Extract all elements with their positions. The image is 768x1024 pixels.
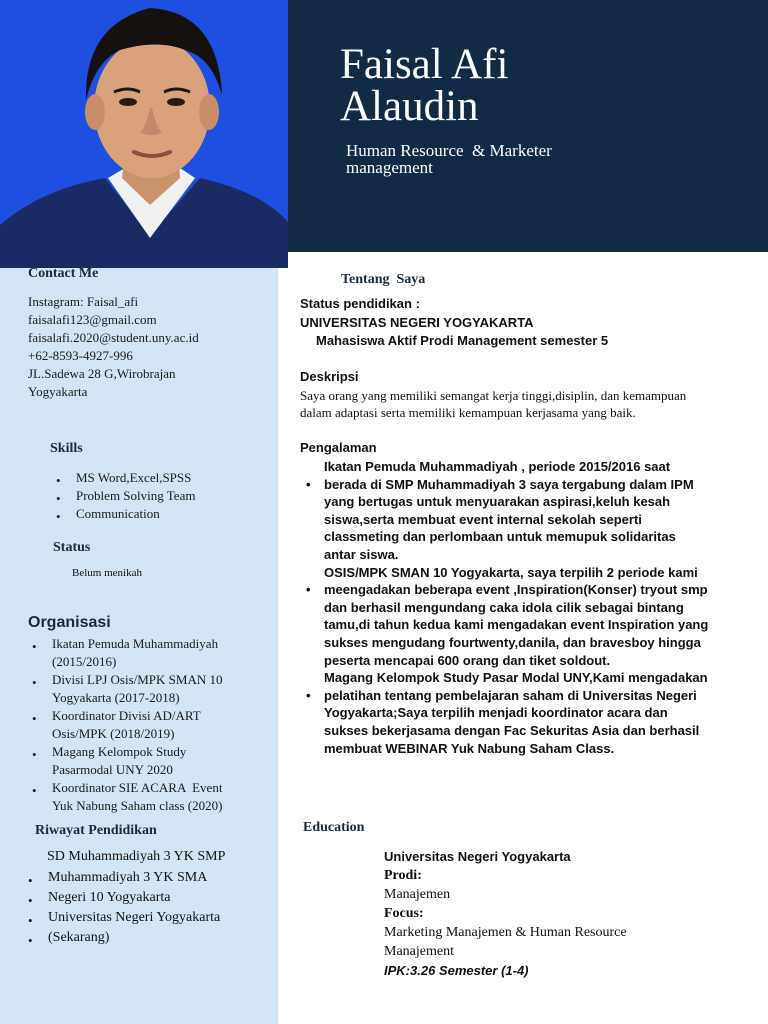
contact-heading: Contact Me — [28, 266, 99, 281]
list-item — [300, 458, 760, 564]
org-period: (2015/2016) — [52, 654, 117, 669]
org-title: • Koordinator SIE ACARA Event — [52, 780, 223, 795]
organisasi-heading: Organisasi — [28, 614, 111, 631]
deskripsi-label: Deskripsi — [300, 369, 359, 384]
deskripsi-line: dalam adaptasi serta memiliki kemampuan kerjasama yang baik. — [300, 405, 636, 420]
list-item: • Communication — [56, 505, 195, 523]
edu-focus-line-2: Manajement — [384, 944, 454, 959]
contact-instagram: Instagram: Faisal_afi — [28, 294, 139, 309]
contact-address: JL.Sadewa 28 G,Wirobrajan — [28, 366, 176, 381]
bullet-icon: • — [306, 582, 311, 598]
org-title: • Koordinator Divisi AD/ART — [52, 708, 201, 723]
list-item — [300, 669, 760, 757]
status-pendidikan-label: Status pendidikan : — [300, 296, 420, 311]
list-item: • (Sekarang) — [28, 928, 220, 948]
edu-ipk: IPK:3.26 Semester (1-4) — [384, 963, 529, 978]
list-item: • Problem Solving Team — [56, 487, 195, 505]
org-period: Osis/MPK (2018/2019) — [52, 726, 175, 741]
list-item — [32, 743, 272, 779]
list-item: • Universitas Negeri Yogyakarta — [28, 908, 220, 928]
status-heading: Status — [53, 540, 91, 555]
list-item: • Negeri 10 Yogyakarta — [28, 888, 220, 908]
bullet-icon: • — [306, 687, 311, 703]
contact-email: faisalafi123@gmail.com — [28, 312, 157, 327]
list-item — [32, 671, 272, 707]
org-title: • Magang Kelompok Study — [52, 744, 187, 759]
exp-line: tamu,di tahun kedua kami mengadakan event Inspiration yang — [324, 617, 709, 633]
exp-line: classmeting dan perlombaan untuk memupuk solidaritas — [324, 529, 676, 545]
contact-city: Yogyakarta — [28, 384, 88, 399]
list-item: • Muhammadiyah 3 YK SMA — [28, 868, 220, 888]
exp-line: OSIS/MPK SMAN 10 Yogyakarta, saya terpilih 2 periode kami — [324, 564, 698, 580]
name-line-2: Alaudin — [340, 83, 479, 130]
contact-student-email: faisalafi.2020@student.uny.ac.id — [28, 330, 199, 345]
person-portrait-icon — [0, 0, 288, 268]
org-period: Yuk Nabung Saham class (2020) — [52, 798, 223, 813]
job-role — [346, 142, 646, 176]
deskripsi-text — [300, 387, 760, 421]
pengalaman-list — [300, 458, 760, 757]
org-title: • Ikatan Pemuda Muhammadiyah — [52, 636, 219, 651]
exp-line: berada di SMP Muhammadiyah 3 saya tergabung dalam IPM — [324, 476, 694, 492]
edu-focus-line-1: Marketing Manajemen & Human Resource — [384, 925, 627, 940]
exp-line: antar siswa. — [324, 546, 399, 562]
pengalaman-label: Pengalaman — [300, 440, 377, 455]
exp-line: dan berhasil mengundang caka idola cilik sebagai bintang — [324, 599, 684, 615]
edu-prodi-label: Prodi: — [384, 868, 422, 883]
deskripsi-line: Saya orang yang memiliki semangat kerja tinggi,disiplin, dan kemampuan — [300, 388, 687, 403]
skills-heading: Skills — [50, 441, 83, 456]
name-line-1: Faisal Afi — [340, 41, 509, 88]
profile-photo — [0, 0, 288, 268]
student-status: Mahasiswa Aktif Prodi Management semester 5 — [316, 333, 609, 348]
list-item: • MS Word,Excel,SPSS — [56, 469, 195, 487]
edu-prodi-value: Manajemen — [384, 887, 451, 902]
exp-line: membuat WEBINAR Yuk Nabung Saham Class. — [324, 740, 615, 756]
skills-list — [56, 469, 195, 523]
exp-line: sukses bekerjasama dengan Fac Sekuritas Asia dan berhasil — [324, 722, 700, 738]
exp-line: Yogyakarta;Saya terpilih menjadi koordinator acara dan — [324, 705, 668, 721]
exp-line: peserta mencapai 600 orang dan tiket soldout. — [324, 652, 611, 668]
riwayat-heading: Riwayat Pendidikan — [35, 823, 157, 838]
edu-university: Universitas Negeri Yogyakarta — [384, 849, 571, 864]
org-period: Yogyakarta (2017-2018) — [52, 690, 180, 705]
person-name — [340, 41, 740, 130]
list-item — [300, 564, 760, 670]
list-item — [32, 635, 272, 671]
list-item — [32, 779, 272, 815]
exp-line: yang bertugas untuk menyuarakan aspirasi,keluh kesah — [324, 494, 671, 510]
bullet-icon: • — [306, 476, 311, 492]
exp-line: Ikatan Pemuda Muhammadiyah , periode 2015/2016 saat — [324, 459, 671, 474]
role-line-1: Human Resource & Marketer — [346, 141, 552, 160]
list-item — [32, 707, 272, 743]
exp-line: Magang Kelompok Study Pasar Modal UNY,Kami mengadakan — [324, 670, 708, 686]
education-block — [384, 847, 754, 980]
contact-list — [28, 293, 273, 401]
org-title: • Divisi LPJ Osis/MPK SMAN 10 — [52, 672, 223, 687]
org-period: Pasarmodal UNY 2020 — [52, 762, 173, 777]
riwayat-list — [28, 868, 220, 948]
education-heading: Education — [303, 820, 365, 835]
contact-phone: +62-8593-4927-996 — [28, 348, 133, 363]
status-value: Belum menikah — [72, 567, 142, 579]
riwayat-first-line: SD Muhammadiyah 3 YK SMP — [47, 849, 226, 864]
role-line-2: management — [346, 158, 433, 177]
exp-line: siswa,serta membuat event internal sekolah seperti — [324, 511, 642, 527]
exp-line: sukses mengudang fourtwenty,danila, dan bravesboy hingga — [324, 634, 701, 650]
exp-line: pelatihan tentang pembelajaran saham di Universitas Negeri — [324, 687, 697, 703]
university-name: UNIVERSITAS NEGERI YOGYAKARTA — [300, 315, 534, 330]
edu-focus-label: Focus: — [384, 906, 424, 921]
organisasi-list — [32, 635, 272, 815]
exp-line: meengadakan beberapa event ,Inspiration(Konser) tryout smp — [324, 582, 708, 598]
tentang-heading: Tentang Saya — [341, 272, 426, 287]
